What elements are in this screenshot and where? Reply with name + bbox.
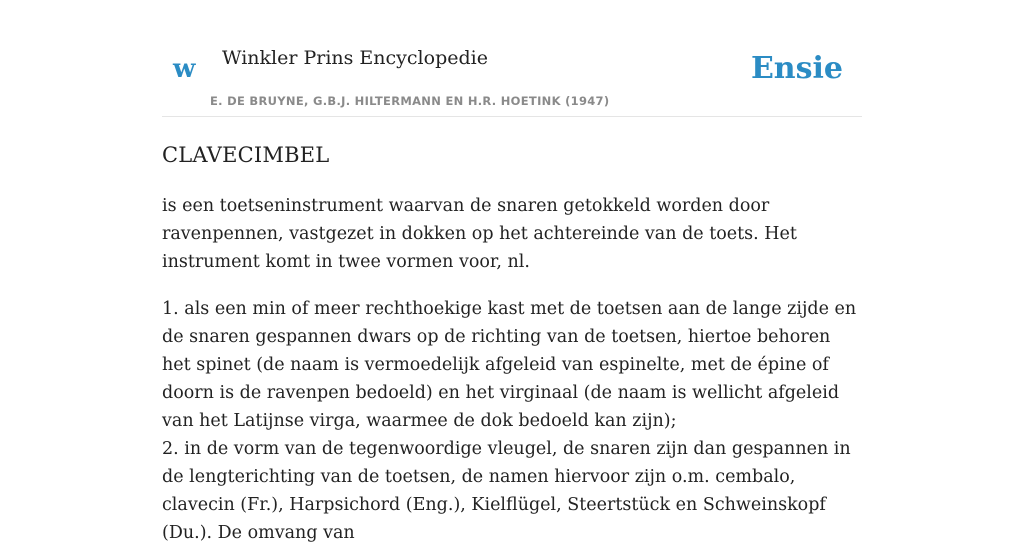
- brand-logo[interactable]: Ensie: [750, 51, 843, 86]
- entry-body: [162, 192, 862, 547]
- authors-line: E. DE BRUYNE, G.B.J. HILTERMANN EN H.R. HOETINK (1947): [210, 94, 610, 108]
- entry-list-item: 2. in de vorm van de tegenwoordige vleugel, de snaren zijn dan gespannen in de lengterichting van de toetsen, de namen hiervoor zijn o.m. cembalo, clavecin (Fr.), Harpsichord (Eng.), Kielflügel, Steertstück en Schweinskopf (Du.). De omvang van: [162, 439, 851, 543]
- entry-title: CLAVECIMBEL: [162, 143, 330, 167]
- site-title: Winkler Prins Encyclopedie: [222, 47, 488, 69]
- site-header: [162, 0, 862, 117]
- page: [162, 0, 862, 543]
- site-logo[interactable]: w: [173, 54, 196, 84]
- entry-list-item: 1. als een min of meer rechthoekige kast met de toetsen aan de lange zijde en de snaren gespannen dwars op de richting van de toetsen, hiertoe behoren het spinet (de naam is vermoedelijk afgeleid van espinelte, met de épine of doorn is de ravenpen bedoeld) en het virginaal (de naam is wellicht afgeleid van het Latijnse virga, waarmee de dok bedoeld kan zijn);: [162, 299, 857, 431]
- entry-intro: is een toetseninstrument waarvan de snaren getokkeld worden door ravenpennen, vastgezet in dokken op het achtereinde van de toets. Het instrument komt in twee vormen voor, nl.: [162, 196, 797, 272]
